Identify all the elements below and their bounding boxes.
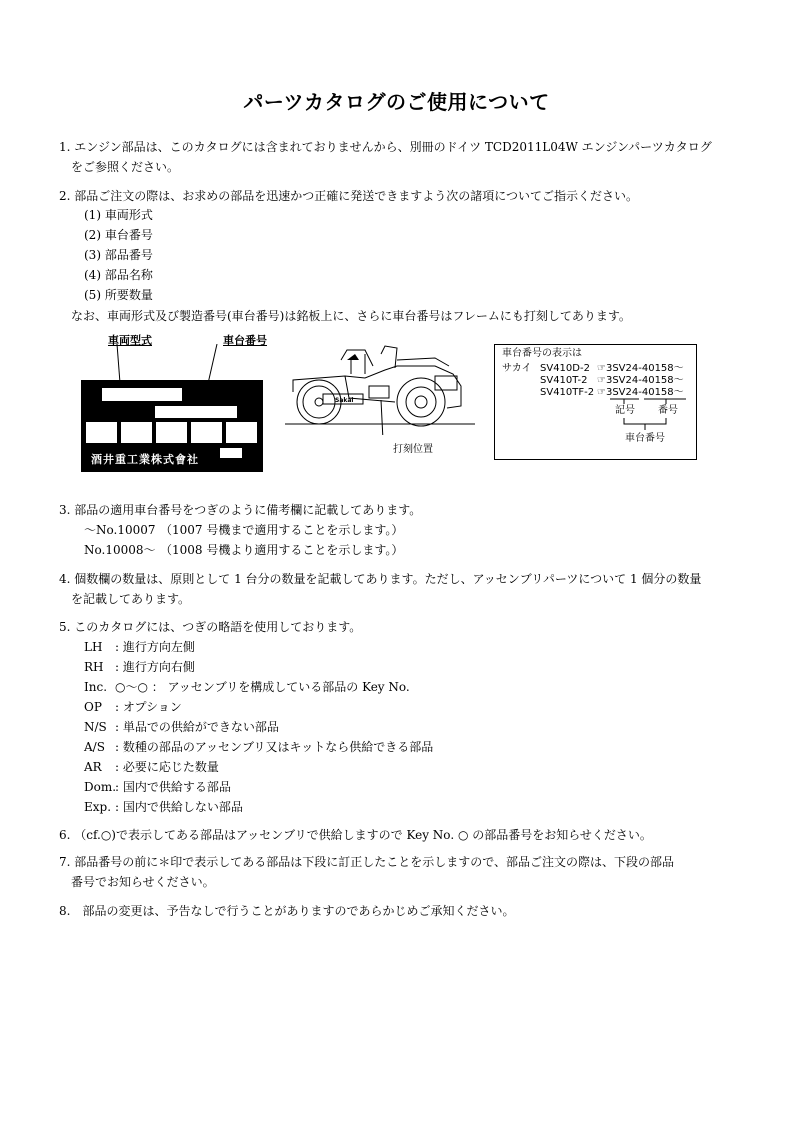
item-2-sub-2: (2) 車台番号 [84, 228, 153, 242]
abbr-key: OP [84, 700, 102, 714]
item-2-sub-1: (1) 車両形式 [84, 208, 153, 222]
box-serial-2: ☞3SV24-40158～ [597, 375, 684, 386]
item-3-line-1: 3. 部品の適用車台番号をつぎのように備考欄に記載してあります。 [59, 503, 422, 517]
item-7-line-1: 7. 部品番号の前に＊印で表示してある部品は下段に訂正したことを示しますので、部品ご注文の際は、下段の部品 [59, 855, 675, 869]
abbr-key: N/S [84, 720, 107, 734]
abbr-key: Exp. [84, 800, 112, 814]
box-serial-3: ☞3SV24-40158～ [597, 387, 684, 398]
box-caption: 車台番号 [625, 433, 665, 444]
nameplate [81, 380, 263, 472]
item-3-example-2-range: No.10008～ [84, 543, 156, 557]
page-title: パーツカタログのご使用について [243, 90, 550, 114]
item-2-note: なお、車両形式及び製造番号(車台番号)は銘板上に、さらに車台番号はフレームにも打刻してあります。 [71, 309, 631, 323]
abbr-value: : 必要に応じた数量 [115, 760, 219, 774]
item-2-sub-5: (5) 所要数量 [84, 288, 153, 302]
abbr-value: : 数種の部品のアッセンブリ又はキットなら供給できる部品 [115, 740, 434, 754]
item-4-line-1: 4. 個数欄の数量は、原則として 1 台分の数量を記載してあります。ただし、アッセンブリパーツについて 1 個分の数量 [59, 572, 702, 586]
label-model-type: 車両型式 [108, 334, 152, 347]
abbr-value: ○～○ ： アッセンブリを構成している部品の Key No. [115, 680, 410, 694]
abbr-key: AR [84, 760, 102, 774]
box-model-3: SV410TF-2 [540, 387, 595, 398]
abbr-value: : オプション [115, 700, 182, 714]
roller-illustration [285, 340, 475, 435]
item-1-line-2: をご参照ください。 [71, 160, 180, 174]
box-model-2: SV410T-2 [540, 375, 588, 386]
item-2-sub-3: (3) 部品番号 [84, 248, 153, 262]
item-2-sub-4: (4) 部品名称 [84, 268, 153, 282]
box-number-label: 番号 [658, 405, 678, 416]
item-4-line-2: を記載してあります。 [71, 592, 191, 606]
abbr-key: Inc. [84, 680, 108, 694]
item-1-line-1: 1. エンジン部品は、このカタログには含まれておりませんから、別冊のドイツ TCD2011L04W エンジンパーツカタログ [59, 140, 712, 154]
item-2-line-1: 2. 部品ご注文の際は、お求めの部品を迅速かつ正確に発送できますよう次の諸項についてご指示ください。 [59, 189, 639, 203]
item-6-line-1: 6. （cf.○)で表示してある部品はアッセンブリで供給しますので Key No. ○ の部品番号をお知らせください。 [59, 828, 652, 842]
abbr-key: A/S [84, 740, 105, 754]
box-title: 車台番号の表示は [502, 348, 582, 359]
plate-company-name: 酒井重工業株式會社 [91, 453, 199, 466]
box-serial-1: ☞3SV24-40158～ [597, 363, 684, 374]
abbr-key: LH [84, 640, 103, 654]
box-bracket-lines [600, 398, 690, 438]
stamp-position-label: 打刻位置 [393, 444, 433, 455]
item-3-example-1-note: （1007 号機まで適用することを示します。） [160, 523, 404, 537]
box-symbol-label: 記号 [615, 405, 635, 416]
abbr-key: Dom. [84, 780, 117, 794]
svg-text:Sakai: Sakai [335, 397, 354, 404]
item-7-line-2: 番号でお知らせください。 [71, 875, 215, 889]
abbr-value: : 国内で供給する部品 [115, 780, 231, 794]
item-5-line-1: 5. このカタログには、つぎの略語を使用しております。 [59, 620, 362, 634]
abbr-value: : 単品での供給ができない部品 [115, 720, 279, 734]
abbr-value: : 進行方向右側 [115, 660, 195, 674]
item-8-line-1: 8. 部品の変更は、予告なしで行うことがありますのであらかじめご承知ください。 [59, 904, 515, 918]
box-model-1: SV410D-2 [540, 363, 590, 374]
item-3-example-2-note: （1008 号機より適用することを示します。） [160, 543, 404, 557]
item-3-example-1-range: ～No.10007 [84, 523, 156, 537]
abbr-value: : 国内で供給しない部品 [115, 800, 243, 814]
abbr-key: RH [84, 660, 104, 674]
box-maker: サカイ [502, 363, 532, 374]
abbr-value: : 進行方向左側 [115, 640, 195, 654]
label-serial-number: 車台番号 [223, 334, 267, 347]
